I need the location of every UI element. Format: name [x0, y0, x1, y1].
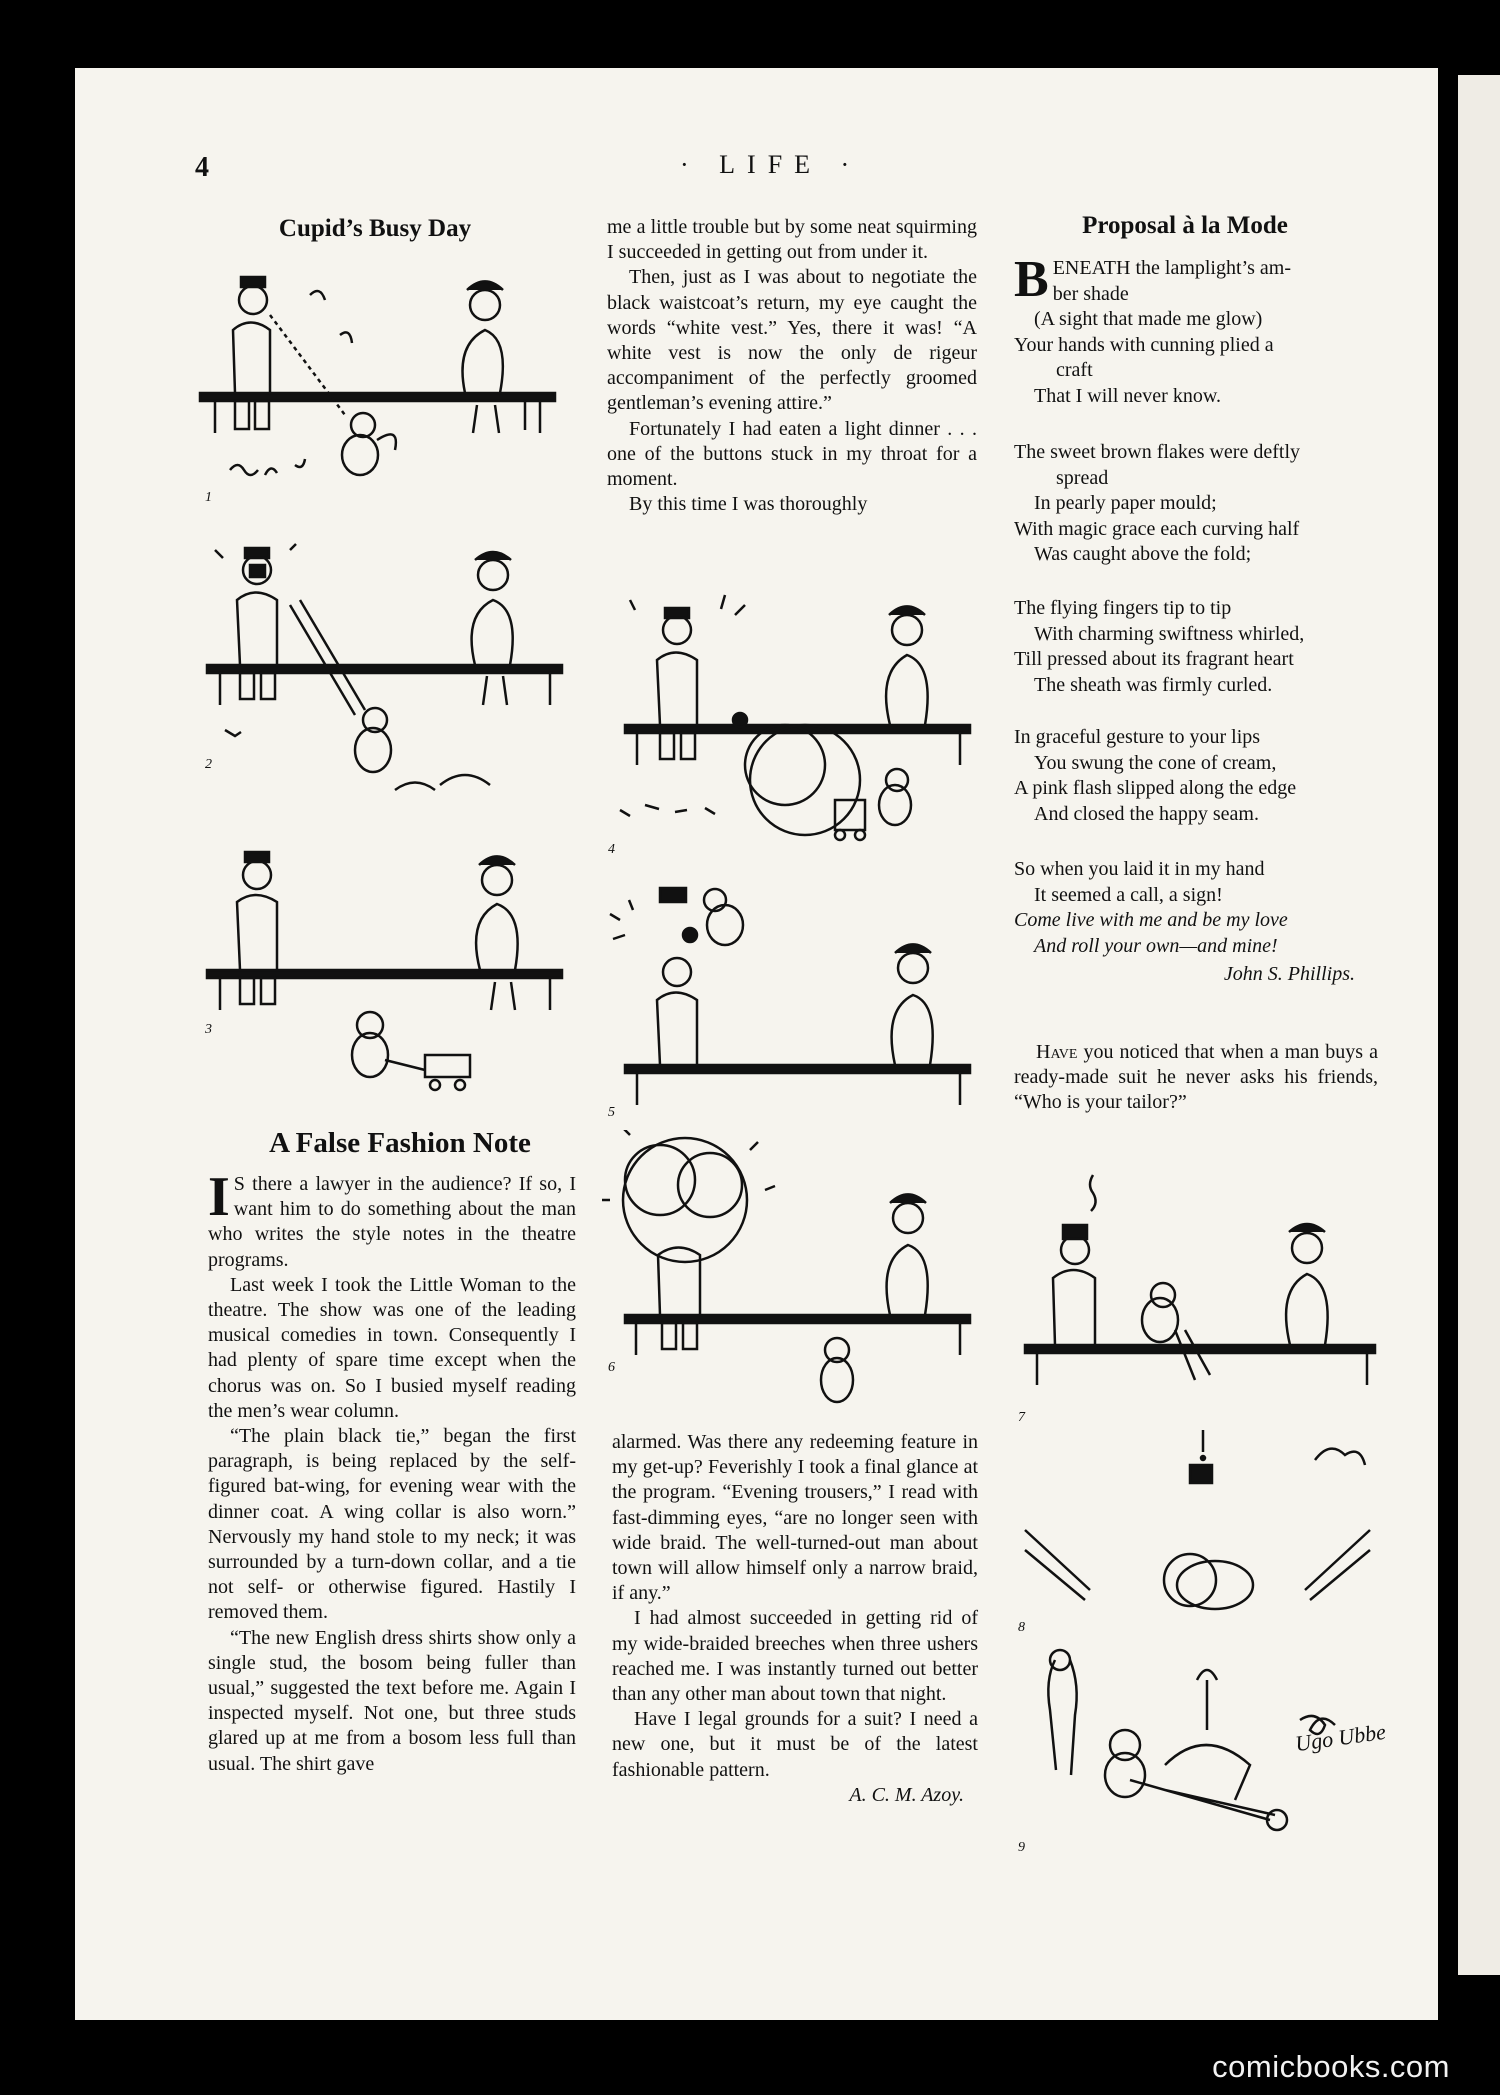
comic-panel-2 [195, 530, 580, 815]
poem-line: ENEATH the lamplight’s am- [1052, 257, 1291, 279]
poem-stanza-1 [1014, 251, 1291, 409]
false-fashion-title: A False Fashion Note [269, 1127, 531, 1159]
masthead: · LIFE · [680, 150, 862, 179]
poem-line: It seemed a call, a sign! [1034, 883, 1223, 906]
panel-number: 2 [205, 757, 212, 772]
panel-number: 3 [205, 1022, 212, 1037]
dropcap-letter: I [208, 1166, 230, 1228]
paragraph: Fortunately I had eaten a light dinner . . . one of the buttons stuck in my throat for a moment. [607, 417, 977, 491]
paragraph: S there a lawyer in the audience? If so, I want him to do something about the man who writes the style notes in the theatre programs. [208, 1173, 576, 1271]
paragraph: Then, just as I was about to negotiate the black waistcoat’s return, my eye caught the words “white vest.” Yes, there it was! “A white vest is now the only de rigeur accompaniment of the perfectly groomed gentleman’s evening attire.” [607, 266, 977, 415]
poem-line: With magic grace each curving half [1014, 517, 1300, 540]
false-fashion-col2-top [607, 215, 977, 517]
tailor-text: you noticed that when a man buys a ready-made suit he never asks his friends, “Who is your tailor?” [1014, 1041, 1378, 1114]
poem-line: And roll your own—and mine! [1034, 934, 1278, 957]
tailor-note [1014, 1040, 1378, 1116]
panel-number: 7 [1018, 1410, 1025, 1425]
poem-line: So when you laid it in my hand [1014, 858, 1265, 880]
poem-line: In graceful gesture to your lips [1014, 726, 1261, 748]
cupid-comic-title: Cupid’s Busy Day [278, 215, 472, 242]
poem-stanza-4 [1014, 725, 1296, 827]
author-signature: A. C. M. Azoy. [849, 1783, 964, 1806]
comic-panel-4 [605, 580, 995, 860]
comic-panel-3 [195, 840, 580, 1110]
poem-line: With charming swiftness whirled, [1034, 622, 1305, 645]
next-page-edge [1458, 75, 1500, 1975]
proposal-title: Proposal à la Mode [1082, 212, 1288, 239]
panel-number: 1 [205, 490, 212, 505]
paragraph: By this time I was thoroughly [629, 493, 868, 516]
poem-line: ber shade [1052, 282, 1129, 305]
poem-line: The flying fingers tip to tip [1014, 597, 1232, 619]
page-number: 4 [195, 152, 209, 183]
paragraph: “The plain black tie,” began the first paragraph, is being replaced by the self-figured bat-wing, for evening wear with the dinner coat. A wing collar is also worn.” Nervously my hand stole to my neck; it was surrounded by a turn-down collar, and a tie not self- or otherwise figured. Hastily I removed them. [208, 1425, 576, 1624]
poem-line: Till pressed about its fragrant heart [1014, 648, 1294, 670]
poem-line: And closed the happy seam. [1034, 802, 1259, 825]
panel-number: 6 [608, 1360, 615, 1375]
poem-line: You swung the cone of cream, [1034, 751, 1277, 774]
poem-line: In pearly paper mould; [1034, 492, 1217, 514]
paragraph: Last week I took the Little Woman to the theatre. The show was one of the leading musical comedies in town. Consequently I had plenty of spare time except when the chorus was on. So I busied myself reading the men’s wear column. [208, 1273, 576, 1422]
comic-panel-1 [195, 255, 580, 520]
poem-stanza-3 [1014, 596, 1304, 698]
watermark: comicbooks.com [1212, 2049, 1450, 2084]
panel-number: 9 [1018, 1840, 1025, 1855]
poem-line: spread [1056, 466, 1109, 489]
paragraph: alarmed. Was there any redeeming feature in my get-up? Feverishly I took a final glance at the program. “Evening trousers,” I read with fast-dimming eyes, “are no longer seen with wide braid. The well-turned-out man about town will allow himself only a narrow braid, if any.” [612, 1431, 978, 1605]
poem-line: Come live with me and be my love [1014, 909, 1288, 931]
comic-panel-8 [1015, 1430, 1380, 1630]
comic-panel-5 [605, 880, 995, 1115]
panel-number: 8 [1018, 1620, 1025, 1635]
paragraph: Have I legal grounds for a suit? I need a new one, but it must be of the latest fashionable pattern. [612, 1708, 978, 1781]
paragraph: I had almost succeeded in getting rid of my wide-braided breeches when three ushers reached me. I was instantly turned out better than any other man about town that night. [612, 1607, 978, 1706]
poem-author: John S. Phillips. [1223, 963, 1355, 985]
poem-line: Was caught above the fold; [1034, 543, 1252, 565]
panel-number: 4 [608, 842, 615, 857]
dropcap-letter: B [1014, 251, 1049, 308]
poem-line: That I will never know. [1034, 384, 1221, 407]
poem-stanza-5 [1014, 857, 1288, 959]
false-fashion-col1 [208, 1166, 576, 1777]
poem-stanza-2 [1014, 440, 1300, 568]
tailor-lead: Have [1036, 1041, 1078, 1063]
poem-line: The sweet brown flakes were deftly [1014, 441, 1300, 463]
comic-panel-7 [1015, 1170, 1380, 1420]
poem-line: Your hands with cunning plied a [1014, 333, 1274, 356]
panel-number: 5 [608, 1105, 615, 1120]
poem-line: craft [1056, 359, 1093, 381]
poem-line: A pink flash slipped along the edge [1014, 777, 1297, 799]
paragraph: “The new English dress shirts show only a single stud, the bosom being fuller than usual,” suggested the text before me. Again I inspected myself. Not one, but three studs glared up at me from a bosom less full than usual. The shirt gave [208, 1626, 576, 1775]
comic-panel-6 [600, 1130, 995, 1420]
poem-line: The sheath was firmly curled. [1034, 673, 1273, 696]
poem-line: (A sight that made me glow) [1034, 308, 1263, 330]
artist-signature: Ugo Ubbe [1293, 1718, 1388, 1757]
paragraph: me a little trouble but by some neat squirming I succeeded in getting out from under it. [607, 216, 977, 264]
false-fashion-col2-bottom [612, 1430, 978, 1808]
